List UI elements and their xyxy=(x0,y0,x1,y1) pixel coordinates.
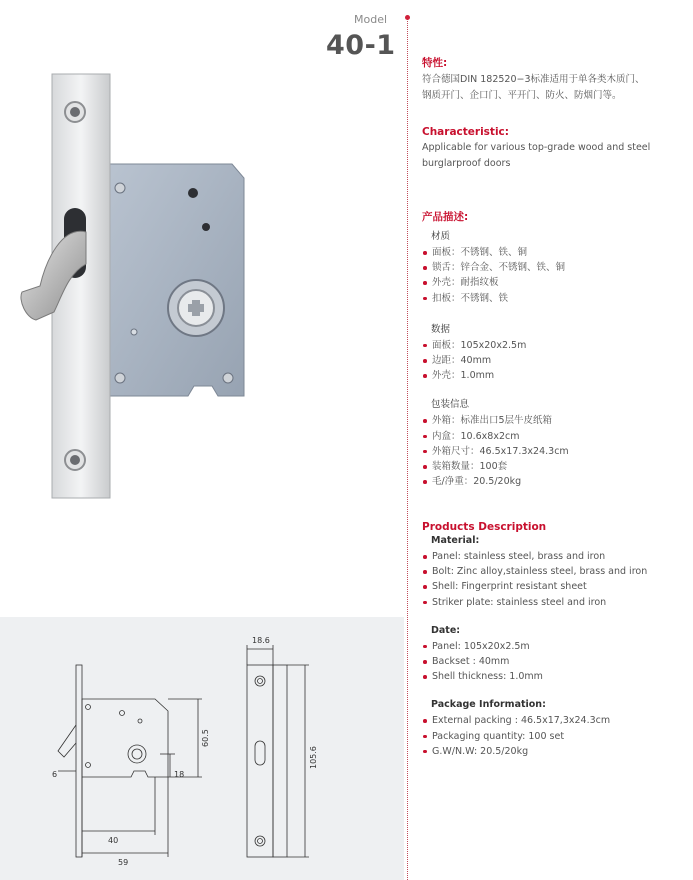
list-item: 外壳：1.0mm xyxy=(422,368,684,383)
model-number: 40-1 xyxy=(326,30,396,61)
divider-dot xyxy=(405,15,410,20)
list-item: Panel: 105x20x2.5m xyxy=(422,639,684,654)
date-title-en: Date: xyxy=(431,624,461,636)
dim-backset: 40 xyxy=(108,836,119,845)
characteristic-line: Applicable for various top-grade wood and steel xyxy=(422,142,651,153)
list-item: 面板：105x20x2.5m xyxy=(422,338,684,353)
characteristic-title: Characteristic: xyxy=(422,126,509,138)
column-divider xyxy=(407,18,408,880)
data-list-cn xyxy=(422,338,684,384)
model-label: Model xyxy=(354,13,388,26)
material-list-cn xyxy=(422,245,684,306)
product-desc-en xyxy=(422,521,684,759)
list-item: 外箱：标准出口5层牛皮纸箱 xyxy=(422,413,684,428)
list-item: 外箱尺寸：46.5x17.3x24.3cm xyxy=(422,444,684,459)
dim-panel-width: 18.6 xyxy=(252,636,270,645)
dim-panel-height: 105.6 xyxy=(309,746,318,769)
dim-6: 6 xyxy=(52,770,58,779)
list-item: 锁舌：锌合金、不锈钢、铁、铜 xyxy=(422,260,684,275)
dim-height: 60.5 xyxy=(201,729,210,747)
list-item: Striker plate: stainless steel and iron xyxy=(422,595,684,610)
list-item: 装箱数量：100套 xyxy=(422,459,684,474)
list-item: Panel: stainless steel, brass and iron xyxy=(422,549,684,564)
list-item: 内盒：10.6x8x2cm xyxy=(422,429,684,444)
product-photo xyxy=(0,60,300,510)
list-item: Packaging quantity: 100 set xyxy=(422,729,684,744)
features-title: 特性: xyxy=(422,57,448,69)
product-desc-cn xyxy=(422,209,684,489)
list-item: Backset : 40mm xyxy=(422,654,684,669)
list-item: G.W/N.W: 20.5/20kg xyxy=(422,744,684,759)
material-title-cn: 材质 xyxy=(431,231,451,242)
characteristic-section xyxy=(422,126,684,171)
data-title-cn: 数据 xyxy=(431,323,451,335)
characteristic-line: burglarproof doors xyxy=(422,157,511,169)
package-list-en xyxy=(422,713,684,759)
list-item: Shell thickness: 1.0mm xyxy=(422,669,684,684)
list-item: 毛/净重：20.5/20kg xyxy=(422,474,684,489)
features-section xyxy=(422,55,684,103)
product-desc-cn-title: 产品描述: xyxy=(422,211,469,223)
package-title-en: Package Information: xyxy=(431,699,546,711)
material-list-en xyxy=(422,549,684,610)
product-desc-en-title: Products Description xyxy=(422,521,547,533)
list-item: 扣板：不锈钢、铁 xyxy=(422,291,684,306)
technical-drawing xyxy=(0,617,404,880)
list-item: Bolt: Zinc alloy,stainless steel, brass and iron xyxy=(422,564,684,579)
dim-width: 59 xyxy=(118,858,129,867)
features-line: 钢质开门、企口门、平开门、防火、防烟门等。 xyxy=(422,89,622,101)
features-line: 符合德国DIN 182520−3标准适用于单各类木质门、 xyxy=(422,74,645,85)
list-item: Shell: Fingerprint resistant sheet xyxy=(422,579,684,594)
package-title-cn: 包装信息 xyxy=(431,399,470,411)
list-item: 边距：40mm xyxy=(422,353,684,368)
material-title-en: Material: xyxy=(431,535,480,546)
dim-18: 18 xyxy=(174,770,185,779)
list-item: External packing : 46.5x17,3x24.3cm xyxy=(422,713,684,728)
list-item: 面板：不锈钢、铁、铜 xyxy=(422,245,684,260)
list-item: 外壳：耐指纹板 xyxy=(422,275,684,290)
date-list-en xyxy=(422,639,684,685)
package-list-cn xyxy=(422,413,684,489)
